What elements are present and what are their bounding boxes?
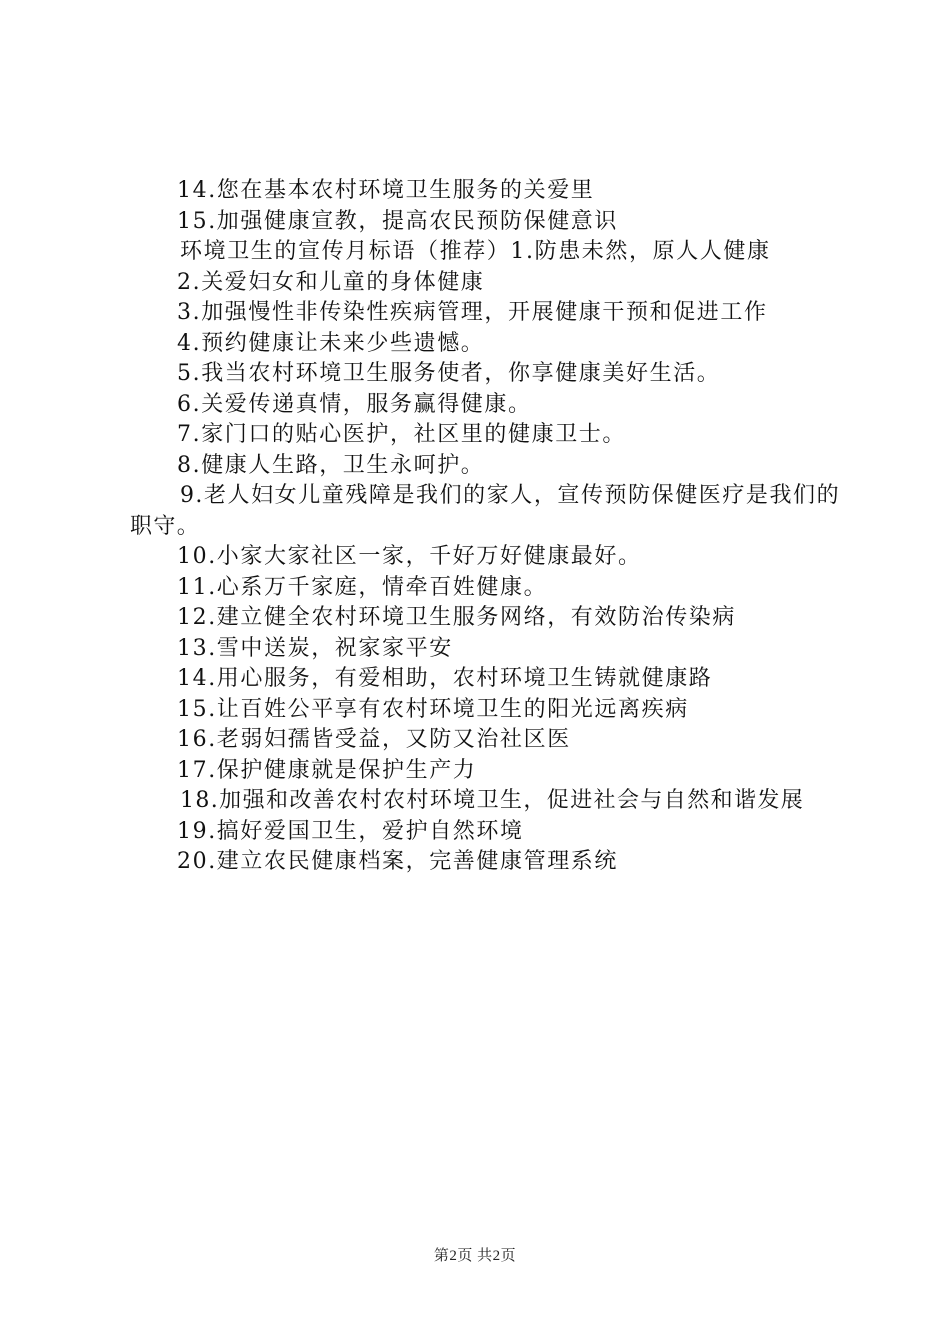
slogan-line: 18.加强和改善农村农村环境卫生，促进社会与自然和谐发展 xyxy=(180,788,805,813)
slogan-line: 9.老人妇女儿童残障是我们的家人，宣传预防保健医疗是我们的职守。 xyxy=(130,483,840,539)
slogan-line: 14.您在基本农村环境卫生服务的关爱里 xyxy=(177,178,595,203)
slogan-line: 12.建立健全农村环境卫生服务网络，有效防治传染病 xyxy=(177,605,736,630)
page-footer xyxy=(0,1244,950,1265)
slogan-line: 5.我当农村环境卫生服务使者，你享健康美好生活。 xyxy=(177,361,721,386)
slogan-line: 11.心系万千家庭，情牵百姓健康。 xyxy=(177,574,548,600)
slogan-line: 15.加强健康宣教，提高农民预防保健意识 xyxy=(177,208,618,234)
section-heading-line: 环境卫生的宣传月标语（推荐）1.防患未然，原人人健康 xyxy=(180,239,771,264)
slogan-line: 8.健康人生路，卫生永呵护。 xyxy=(177,452,485,478)
slogan-line: 6.关爱传递真情，服务赢得健康。 xyxy=(177,391,532,417)
slogan-line: 17.保护健康就是保护生产力 xyxy=(177,757,477,783)
page-number-label: 第2页 共2页 xyxy=(433,1248,517,1264)
slogan-line: 15.让百姓公平享有农村环境卫生的阳光远离疾病 xyxy=(177,696,689,722)
document-body xyxy=(130,176,840,878)
slogan-line: 20.建立农民健康档案，完善健康管理系统 xyxy=(177,849,618,874)
slogan-line: 13.雪中送炭，祝家家平安 xyxy=(177,635,453,661)
slogan-line: 14.用心服务，有爱相助，农村环境卫生铸就健康路 xyxy=(177,666,713,691)
slogan-line: 10.小家大家社区一家，千好万好健康最好。 xyxy=(177,544,642,569)
slogan-line: 2.关爱妇女和儿童的身体健康 xyxy=(177,269,485,295)
slogan-line: 19.搞好爱国卫生，爱护自然环境 xyxy=(177,818,524,844)
slogan-line: 7.家门口的贴心医护，社区里的健康卫士。 xyxy=(177,422,626,447)
slogan-line: 16.老弱妇孺皆受益，又防又治社区医 xyxy=(177,727,571,752)
slogan-line: 4.预约健康让未来少些遗憾。 xyxy=(177,330,485,356)
slogan-line: 3.加强慢性非传染性疾病管理，开展健康干预和促进工作 xyxy=(177,300,768,325)
